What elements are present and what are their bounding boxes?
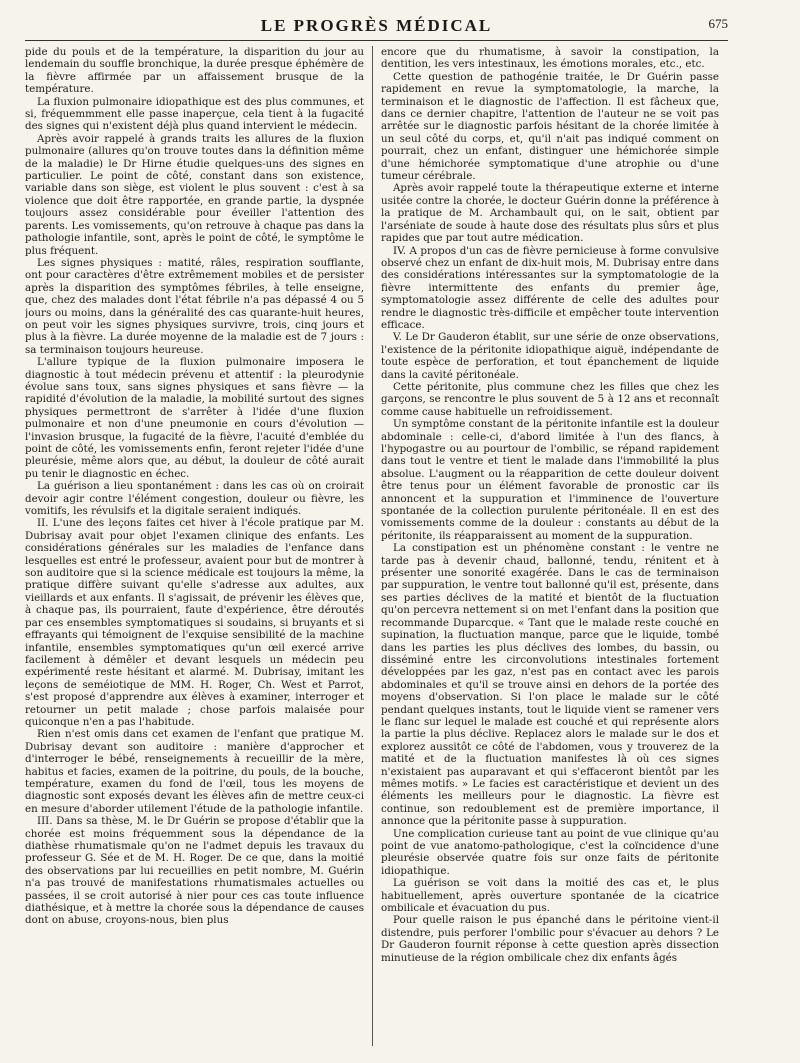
paragraph: V. Le Dr Gauderon établit, sur une série de onze observations, l'existence de la péritonite idiopathique aiguë, indépendante de toute espèce de perforation, et tout épanchement de liquide dans la cavité péritonéale. [381,331,719,381]
paragraph: La guérison a lieu spontanément : dans les cas où on croirait devoir agir contre l'élément congestion, douleur ou fièvre, les vomitifs, les révulsifs et la digitale seraient indiqués. [25,480,364,518]
right-column [372,46,719,1046]
paragraph: Une complication curieuse tant au point de vue clinique qu'au point de vue anatomo-pathologique, c'est la coïncidence d'une pleurésie observée quatre fois sur onze faits de péritonite idiopathique. [381,827,719,877]
paragraph: III. Dans sa thèse, M. le Dr Guérin se propose d'établir que la chorée est moins fréquemment sous la dépendance de la diathèse rhumatismale qu'on ne l'admet depuis les travaux du professeur G. Sée et de M. H. Roger. De ce que, dans la moitié des observations par lui recueillies en petit nombre, M. Guérin n'a pas trouvé de manifestations rhumatismales actuelles ou passées, il se croit autorisé à nier pour ces cas toute influence diathésique, et à mettre la chorée sous la dépendance de causes dont on abuse, croyons-nous, bien plus [25,815,364,927]
paragraph: La fluxion pulmonaire idiopathique est des plus communes, et si, fréquemmment elle passe inaperçue, cela tient à la fugacité des signes qui n'existent déjà plus quand intervient le médecin. [25,95,364,133]
header-rule [25,40,728,41]
paragraph: Cette question de pathogénie traitée, le Dr Guérin passe rapidement en revue la symptomatologie, la marche, la terminaison et le diagnostic de l'affection. Il est fâcheux que, dans ce dernier chapitre, l'attention de l'auteur ne se voit pas arrêtée sur le diagnostic parfois hésitant de la chorée limitée à un seul côté du corps, et, qu'il n'ait pas indiqué comment on pourrait, chez un enfant, distinguer une hémichorée simple d'une hémichorée symptomatique d'une atrophie ou d'une tumeur cérébrale. [381,70,719,183]
paragraph: Après avoir rappelé toute la thérapeutique externe et interne usitée contre la chorée, le docteur Guérin donne la préférence à la pratique de M. Archambault qui, on le sait, obtient par l'arséniate de soude à haute dose des résultats plus sûrs et plus rapides que par tout autre médication. [381,182,719,245]
paragraph: pide du pouls et de la température, la disparition du jour au lendemain du souffle bronchique, la durée presque éphémère de la fièvre affirmée par un affaissement brusque de la température. [25,46,364,96]
paragraph: La constipation est un phénomène constant : le ventre ne tarde pas à devenir chaud, ballonné, tendu, rénitent et à présenter une sonorité exagérée. Dans le cas de terminaison par suppuration, le ventre tout ballonné qu'il est, présente, dans ses parties déclives de la matité et bientôt de la fluctuation qu'on percevra nettement si on met l'enfant dans la position que recommande Duparcque. « Tant que le malade reste couché en supination, la fluctuation manque, parce que le liquide, tombé dans les parties les plus déclives des lombes, du bassin, ou disséminé entre les circonvolutions intestinales fortement développées par les gaz, n'est pas en contact avec les parois abdominales et qu'il se trouve ainsi en dehors de la portée des moyens d'observation. Si l'on place le malade sur le côté pendant quelques instants, tout le liquide vient se ramener vers le flanc sur lequel le malade est couché et qui représente alors la partie la plus déclive. Replacez alors le malade sur le dos et explorez aussitôt ce côté de l'abdomen, vous y trouverez de la matité et de la fluctuation manifestes là où ces signes n'existaient pas auparavant et qui s'effaceront bientôt par les mêmes motifs. » Le facies est caractéristique et devient un des éléments les meilleurs pour le diagnostic. La fièvre est continue, son redoublement est de première importance, il annonce que la péritonite passe à suppuration. [381,542,719,828]
paragraph: Rien n'est omis dans cet examen de l'enfant que pratique M. Dubrisay devant son auditoire : manière d'approcher et d'interroger le bébé, renseignements à recueillir de la mère, habitus et facies, examen de la poitrine, du pouls, de la bouche, température, examen du fond de l'œil, tous les moyens de diagnostic sont exposés devant les élèves afin de mettre ceux-ci en mesure d'aborder utilement l'étude de la pathologie infantile. [25,728,364,815]
journal-title: LE PROGRÈS MÉDICAL [260,16,493,35]
paragraph: L'allure typique de la fluxion pulmonaire imposera le diagnostic à tout médecin prévenu et attentif : la pleurodynie évolue sans toux, sans signes physiques et sans fièvre — la rapidité d'évolution de la maladie, la mobilité surtout des signes physiques permettront de s'arrêter à l'idée d'une fluxion pulmonaire et non d'une pneumonie en cours d'évolution — l'invasion brusque, la fugacité de la fièvre, l'acuité d'emblée du point de côté, les vomissements enfin, feront rejeter l'idée d'une pleurésie, même alors que, au début, la douleur de côté aurait pu tenir le diagnostic en échec. [25,356,364,480]
left-column [25,46,372,1046]
paragraph: Pour quelle raison le pus épanché dans le péritoine vient-il distendre, puis perforer l'ombilic pour s'évacuer au dehors ? Le Dr Gauderon fournit réponse à cette question après dissection minutieuse de la région ombilicale chez dix enfants âgés [381,914,719,964]
paragraph: encore que du rhumatisme, à savoir la constipation, la dentition, les vers intestinaux, les émotions morales, etc., etc. [381,46,719,71]
page-header [25,0,728,46]
paragraph: Un symptôme constant de la péritonite infantile est la douleur abdominale : celle-ci, d'abord limitée à l'un des flancs, à l'hypogastre ou au pourtour de l'ombilic, se répand rapidement dans tout le ventre et tient le malade dans l'immobilité la plus absolue. L'augment ou la réapparition de cette douleur doivent être tenus pour un élément favorable de pronostic car ils annoncent et la suppuration et l'imminence de l'ouverture spontanée de la collection purulente péritonéale. Il en est des vomissements comme de la douleur : constants au début de la péritonite, ils réapparaissent au moment de la suppuration. [381,418,719,542]
page-number: 675 [708,16,728,31]
paragraph: La guérison se voit dans la moitié des cas et, le plus habituellement, après ouverture spontanée de la cicatrice ombilicale et évacuation du pus. [381,877,719,915]
paragraph: II. L'une des leçons faites cet hiver à l'école pratique par M. Dubrisay avait pour objet l'examen clinique des enfants. Les considérations générales sur les maladies de l'enfance dans lesquelles est entré le professeur, avaient pour but de montrer à son auditoire que si la science médicale est toujours la même, la pratique diffère suivant qu'elle s'adresse aux adultes, aux vieillards et aux enfants. Il s'agissait, de prévenir les élèves que, à chaque pas, ils pourraient, faute d'expérience, être déroutés par ces ensembles symptomatiques si soudains, si bruyants et si effrayants qui témoignent de l'exquise sensibilité de la machine infantile, ensembles symptomatiques qu'un œil exercé arrive facilement à démêler et devant lesquels un médecin peu expérimenté reste hésitant et alarmé. M. Dubrisay, imitant les leçons de seméiotique de MM. H. Roger, Ch. West et Parrot, s'est proposé d'apprendre aux élèves à examiner, interroger et retourner un petit malade ; chose parfois malaisée pour quiconque n'en a pas l'habitude. [25,517,364,728]
paragraph: Après avoir rappelé à grands traits les allures de la fluxion pulmonaire (allures qu'on trouve toutes dans la définition même de la maladie) le Dr Hirne étudie quelques-uns des signes en particulier. Le point de côté, constant dans son existence, variable dans son siège, est violent le plus souvent : c'est à sa violence que doit être rapportée, en grande partie, la dyspnée toujours assez considérable pour éveiller l'attention des parents. Les vomissements, qu'on retrouve à chaque pas dans la pathologie infantile, sont, après le point de côté, le symptôme le plus fréquent. [25,132,364,257]
text-columns [25,46,728,1046]
paragraph: Les signes physiques : matité, râles, respiration soufflante, ont pour caractères d'être extrêmement mobiles et de persister après la disparition des symptômes fébriles, à telle enseigne, que, chez des malades dont l'état fébrile n'a pas dépassé 4 ou 5 jours ou moins, dans la généralité des cas quarante-huit heures, on peut voir les signes physiques survivre, trois, cinq jours et plus à la fièvre. La durée moyenne de la maladie est de 7 jours : sa terminaison toujours heureuse. [25,256,364,356]
paragraph: Cette péritonite, plus commune chez les filles que chez les garçons, se rencontre le plus souvent de 5 à 12 ans et reconnaît comme cause habituelle un refroidissement. [381,380,719,418]
paragraph: IV. A propos d'un cas de fièvre pernicieuse à forme convulsive observé chez un enfant de dix-huit mois, M. Dubrisay entre dans des considérations intéressantes sur la symptomatologie de la fièvre intermittente des enfants du premier âge, symptomatologie assez différente de celle des adultes pour rendre le diagnostic très-difficile et empêcher toute intervention efficace. [381,244,719,331]
